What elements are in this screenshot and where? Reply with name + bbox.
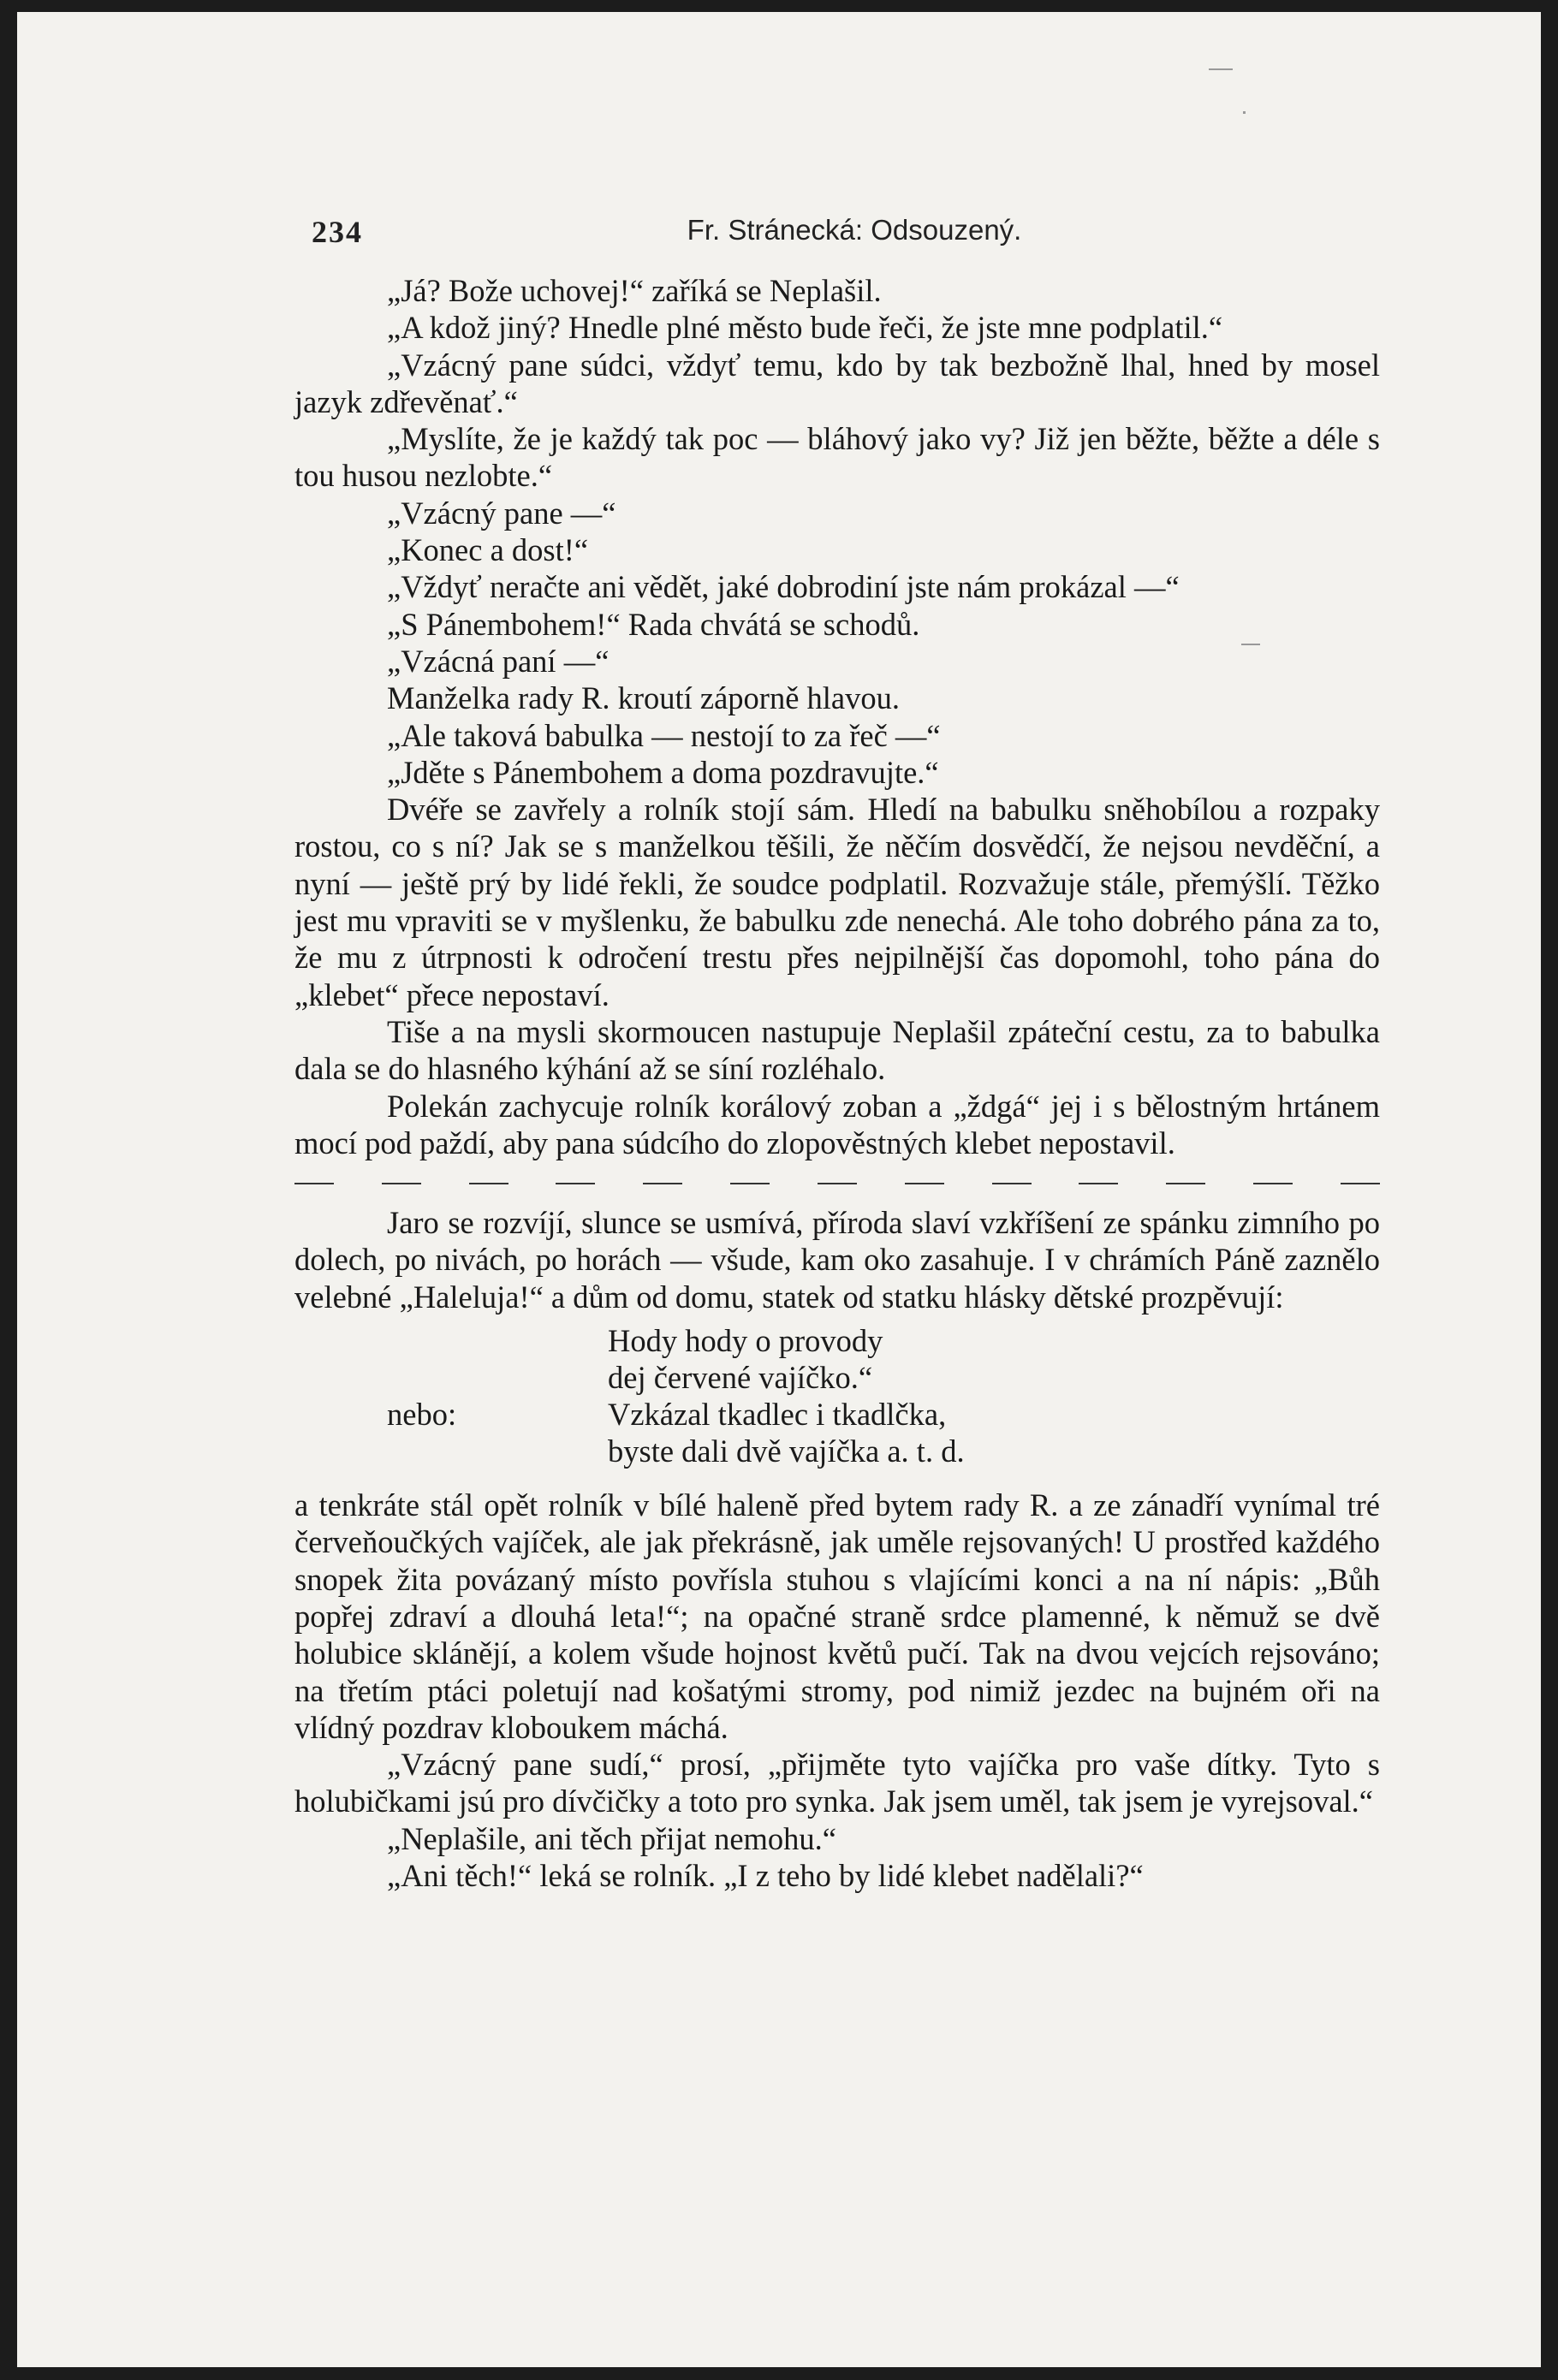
paragraph: „Vzácná paní —“: [387, 643, 610, 679]
verse-line: Hody hody o provody: [608, 1323, 883, 1359]
verse-block: [294, 1322, 1380, 1478]
paragraph: Dvéře se zavřely a rolník stojí sám. Hledí na babulku sněhobílou a rozpaky rostou, co s ní? Jak se s manželkou těšili, že něčím dosvědčí, že nejsou nevděční, a nyní — ještě prý by lidé řekli, že soudce podplatil. Rozvažuje stále, přemýšlí. Těžko jest mu vpraviti se v myšlenku, že babulku zde nenechá. Ale toho dobrého pána za to, že mu z útrpnosti k odročení trestu přes nejpilnější čas dopomohl, toho pána do „klebet“ přece nepostaví.: [294, 792, 1380, 1012]
paragraph: „Vzácný pane súdci, vždyť temu, kdo by tak bezbožně lhal, hned by mosel jazyk zdřevěnať.“: [294, 347, 1380, 419]
paragraph: Jaro se rozvíjí, slunce se usmívá, příroda slaví vzkříšení ze spánku zimního po dolech, po nivách, po horách — všude, kam oko zasahuje. I v chrámích Páně zaznělo velebné „Haleluja!“ a dům od domu, statek od statku hlásky dětské prozpěvují:: [294, 1205, 1380, 1315]
paragraph: „Jděte s Pánembohem a doma pozdravujte.“: [387, 754, 939, 790]
paragraph: Tiše a na mysli skormoucen nastupuje Neplašil zpáteční cestu, za to babulka dala se do hlasného kýhání až se síní rozléhalo.: [294, 1013, 1380, 1087]
paragraph: a tenkráte stál opět rolník v bílé haleně před bytem rady R. a ze zánadří vynímal tré červeňoučkých vajíček, ale jak překrásně, jak uměle rejsovaných! U prostřed každého snopek žita povázaný místo povřísla stuhou s vlajícími konci a na ní nápis: „Bůh popřej zdraví a dlouhá leta!“; na opačné straně srdce plamenné, k němuž se dvě holubice sklánějí, a kolem všude hojnost květů pučí. Tak na dvou vejcích rejsováno; na třetím ptáci poletují nad košatými stromy, pod nimiž jezdec na bujném oři na vlídný pozdrav kloboukem máchá.: [294, 1487, 1380, 1745]
verse-line: dej červené vajíčko.“: [608, 1360, 873, 1396]
paragraph: „Vždyť neračte ani vědět, jaké dobrodiní jste nám prokázal —“: [387, 569, 1180, 605]
paragraph: „Ani těch!“ leká se rolník. „I z teho by lidé klebet nadělali?“: [387, 1857, 1144, 1893]
paragraph: „Neplašile, ani těch přijat nemohu.“: [387, 1820, 836, 1856]
paragraph: Polekán zachycuje rolník korálový zoban a „ždgá“ jej i s bělostným hrtánem mocí pod paždí, aby pana súdcího do zlopověstných klebet nepostavil.: [294, 1088, 1380, 1160]
running-title: Fr. Stránecká: Odsouzený.: [687, 214, 1022, 246]
page-header: [312, 214, 1397, 257]
page-number: 234: [312, 215, 363, 249]
paragraph: „Myslíte, že je každý tak poc — bláhový jako vy? Již jen běžte, běžte a déle s tou husou nezlobte.“: [294, 421, 1380, 494]
paragraph: „Konec a dost!“: [387, 532, 589, 568]
paragraph: Manželka rady R. kroutí záporně hlavou.: [387, 680, 901, 716]
paragraph: „Já? Bože uchovej!“ zaříká se Neplašil.: [387, 273, 882, 308]
verse-line: Vzkázal tkadlec i tkadlčka,: [608, 1397, 947, 1433]
section-separator: [294, 1177, 1380, 1190]
verse-line: byste dali dvě vajíčka a. t. d.: [608, 1433, 965, 1469]
verse-label: nebo:: [387, 1397, 457, 1433]
page-speck: [1243, 111, 1246, 114]
paragraph: „Ale taková babulka — nestojí to za řeč —“: [387, 717, 941, 753]
paragraph: „Vzácný pane —“: [387, 495, 616, 531]
paragraph: „S Pánembohem!“ Rada chvátá se schodů.: [387, 606, 920, 642]
page-body: [294, 272, 1380, 1894]
paragraph: „Vzácný pane sudí,“ prosí, „přijměte tyto vajíčka pro vaše dítky. Tyto s holubičkami jsú pro dívčičky a toto pro synka. Jak jsem uměl, tak jsem je vyrejsoval.“: [294, 1747, 1380, 1819]
page-speck: [1209, 68, 1233, 70]
paragraph: „A kdož jiný? Hnedle plné město bude řeči, že jste mne podplatil.“: [387, 310, 1223, 346]
